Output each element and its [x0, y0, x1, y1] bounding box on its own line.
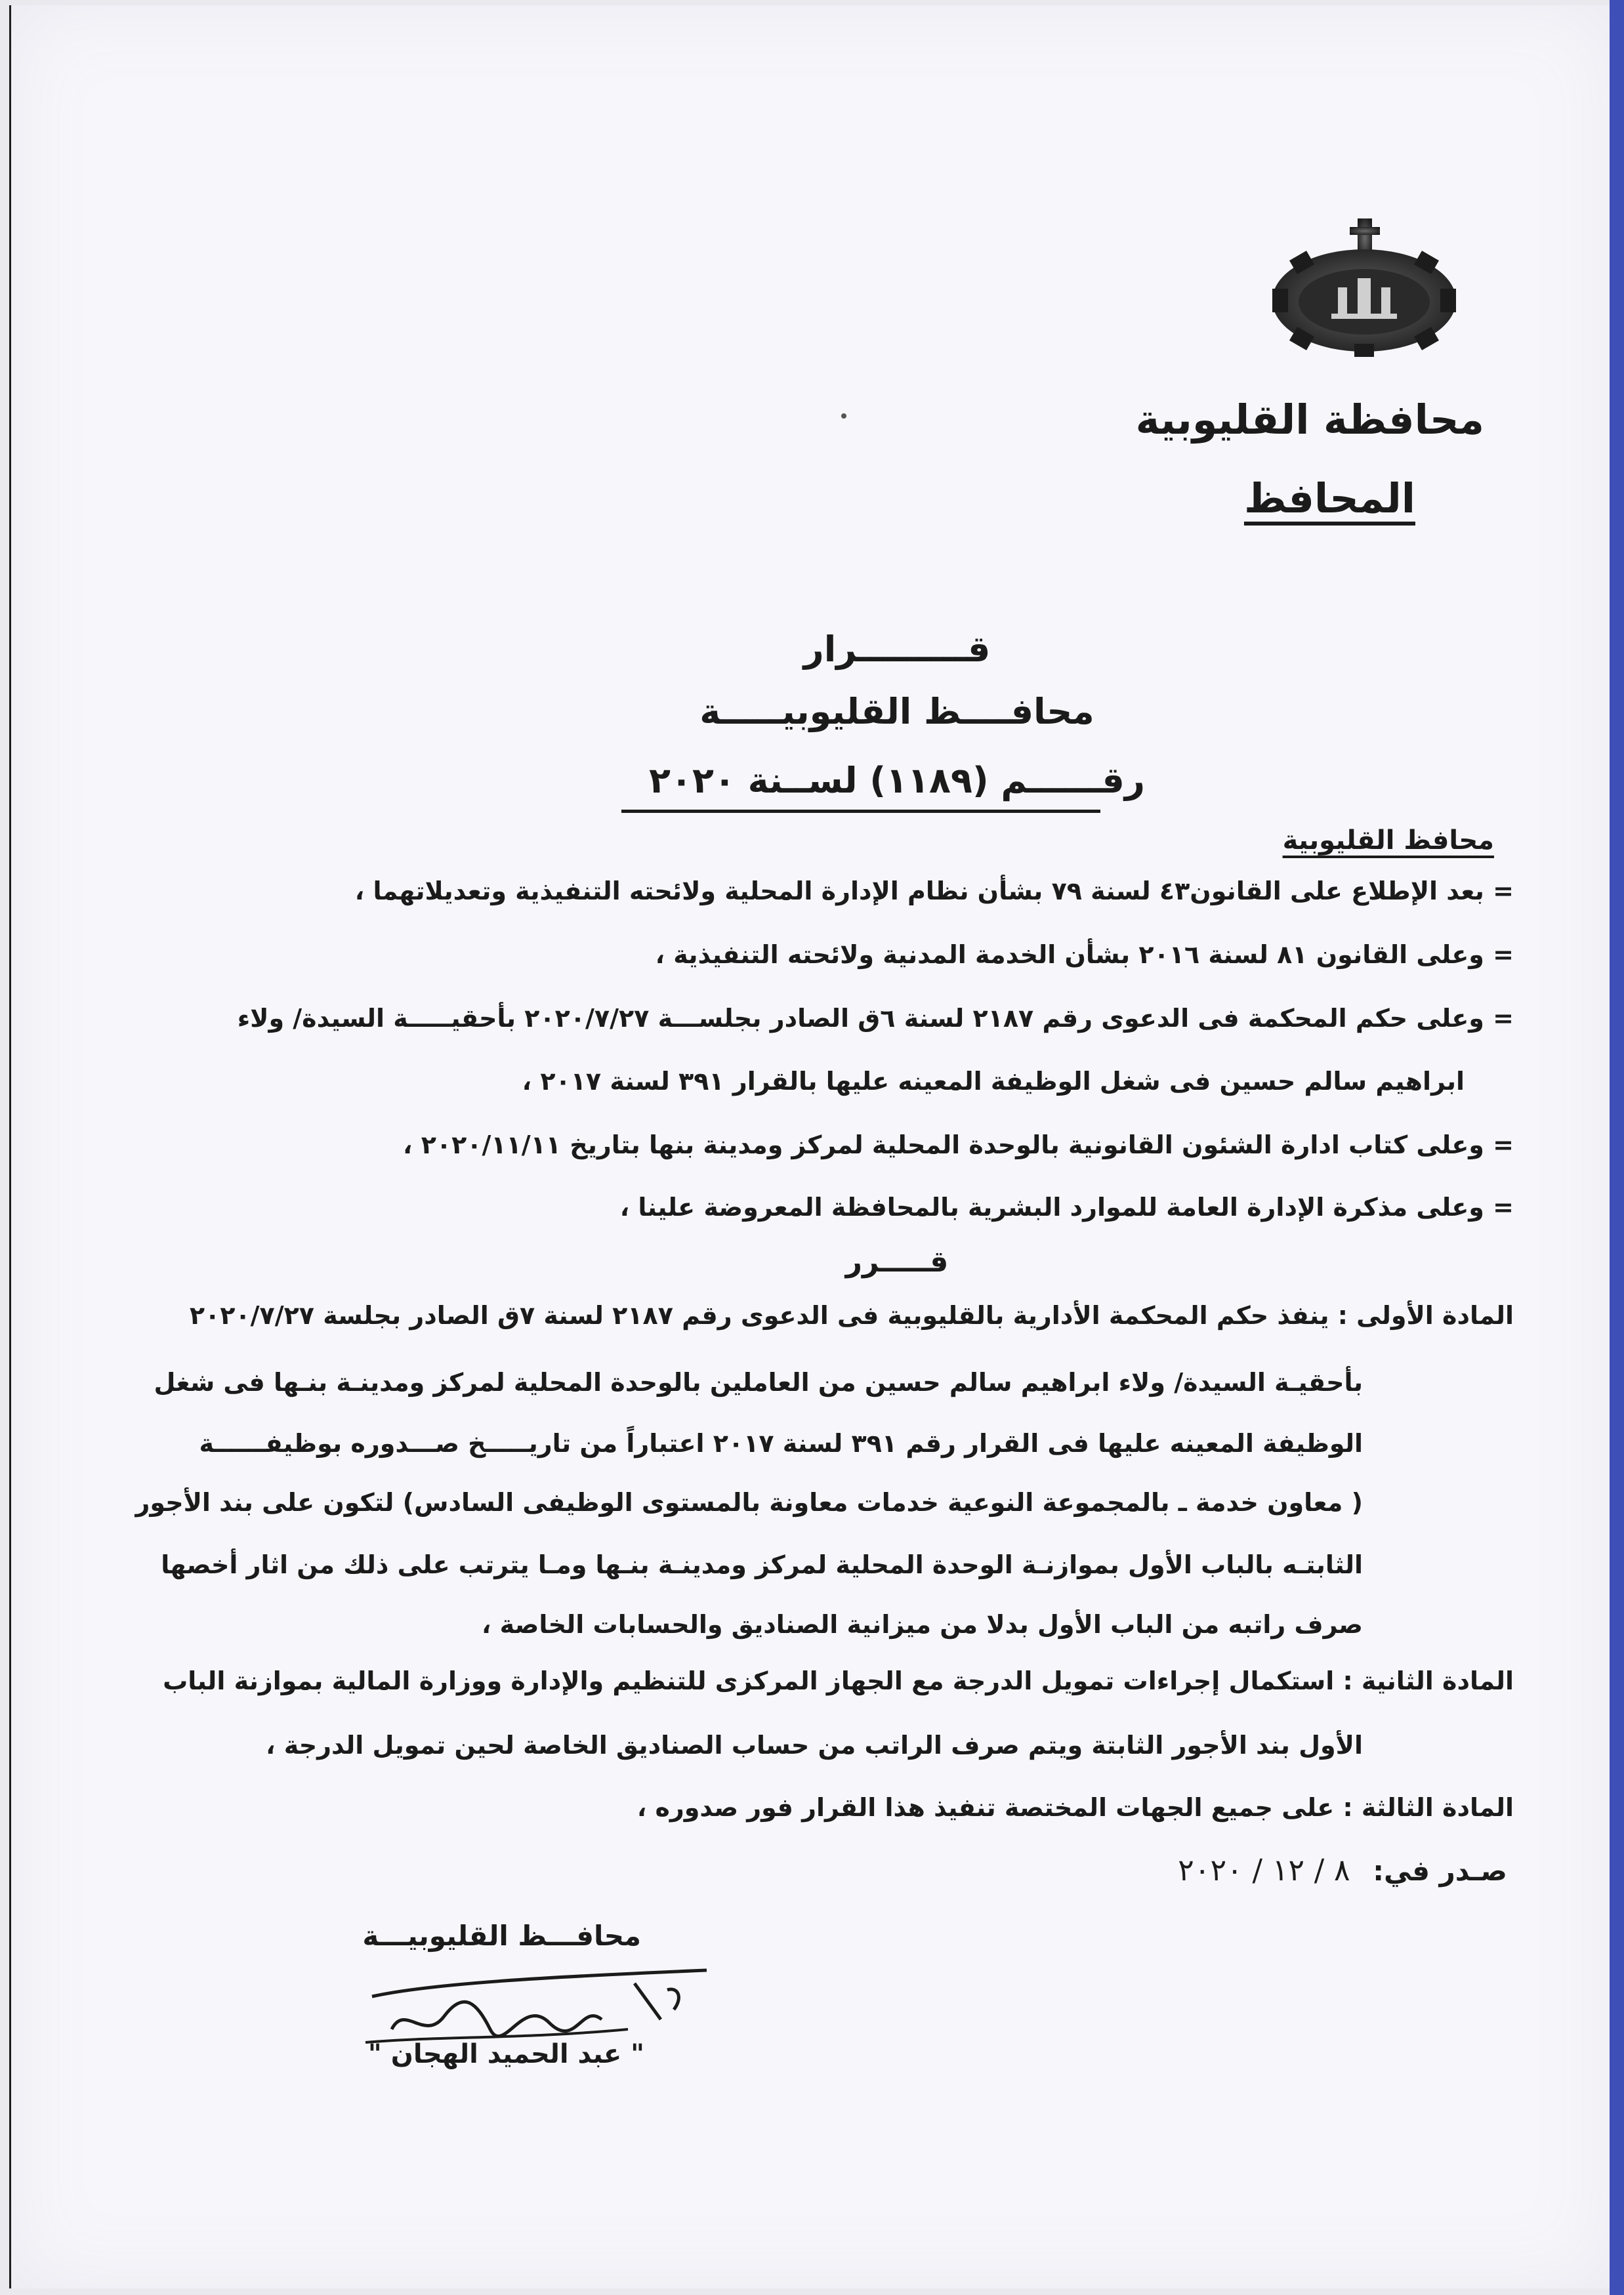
preamble-item: = وعلى مذكرة الإدارة العامة للموارد البشرية بالمحافظة المعروضة علينا ،	[619, 1193, 1514, 1222]
signature-title: محافـــظ القليوبيـــة	[362, 1920, 641, 1952]
preamble-item: ابراهيم سالم حسين فى شغل الوظيفة المعينه عليها بالقرار ٣٩١ لسنة ٢٠١٧ ،	[522, 1067, 1465, 1096]
signatory-name: " عبد الحميد الهجان "	[367, 2039, 644, 2069]
decree-issuer: محافــــظ القليوبيـــــة	[699, 691, 1094, 732]
governorate-logo-icon	[1266, 215, 1463, 360]
preamble-heading: محافظ القليوبية	[1282, 825, 1494, 856]
article-text: : ينفذ حكم المحكمة الأدارية بالقليوبية فى الدعوى رقم ٢١٨٧ لسنة ٧ق الصادر بجلسة ٢٠٢٠/٧/٢٧	[189, 1301, 1348, 1330]
decree-number: رقــــــم (١١٨٩) لســنة ٢٠٢٠	[649, 760, 1145, 801]
preamble-item: = بعد الإطلاع على القانون٤٣ لسنة ٧٩ بشأن نظام الإدارة المحلية ولائحته التنفيذية وتعديلاتهما ،	[354, 877, 1514, 905]
office-name: المحافظ	[1243, 474, 1415, 522]
article-text: : استكمال إجراءات تمويل الدرجة مع الجهاز المركزى للتنظيم والإدارة ووزارة المالية بموازنة الباب	[163, 1666, 1353, 1695]
preamble-item: = وعلى كتاب ادارة الشئون القانونية بالوحدة المحلية لمركز ومدينة بنها بتاريخ ٢٠٢٠/١١/١١ ،	[403, 1130, 1514, 1159]
article-line	[637, 1793, 1514, 1822]
article-line	[163, 1666, 1514, 1695]
title-underline	[621, 810, 1100, 813]
article-label: المادة الثانية	[1361, 1666, 1514, 1695]
article-line: ( معاون خدمة ـ بالمجموعة النوعية خدمات معاونة بالمستوى الوظيفى السادس) لتكون على بند الأجور	[135, 1488, 1363, 1517]
document-page	[9, 5, 1612, 2288]
governorate-name: محافظة القليوبية	[1135, 396, 1484, 444]
decision-heading: قـــــرر	[845, 1245, 949, 1279]
issued-line	[1178, 1852, 1507, 1888]
article-text: : على جميع الجهات المختصة تنفيذ هذا القرار فور صدوره ،	[636, 1793, 1353, 1822]
article-line	[190, 1301, 1514, 1330]
scan-edge	[1610, 0, 1624, 2295]
article-line: الأول بند الأجور الثابتة ويتم صرف الراتب من حساب الصناديق الخاصة لحين تمويل الدرجة ،	[266, 1731, 1363, 1760]
issued-date: ٨ / ١٢ / ٢٠٢٠	[1178, 1852, 1350, 1888]
article-label: المادة الثالثة	[1361, 1793, 1514, 1822]
preamble-item: = وعلى القانون ٨١ لسنة ٢٠١٦ بشأن الخدمة المدنية ولائحته التنفيذية ،	[655, 940, 1514, 969]
article-line: صرف راتبه من الباب الأول بدلا من ميزانية الصناديق والحسابات الخاصة ،	[481, 1610, 1363, 1639]
issued-label: صـدر في:	[1373, 1855, 1507, 1887]
preamble-item: = وعلى حكم المحكمة فى الدعوى رقم ٢١٨٧ لسنة ٦ق الصادر بجلســـة ٢٠٢٠/٧/٢٧ بأحقيـــــة السيدة/ ولاء	[237, 1004, 1514, 1033]
article-label: المادة الأولى	[1356, 1301, 1514, 1330]
article-line: الوظيفة المعينه عليها فى القرار رقم ٣٩١ لسنة ٢٠١٧ اعتباراً من تاريـــــخ صـــدوره بوظيفــــــة	[199, 1429, 1363, 1458]
article-line: بأحقيـة السيدة/ ولاء ابراهيم سالم حسين من العاملين بالوحدة المحلية لمركز ومدينـة بنـها فى شغل	[154, 1368, 1363, 1397]
decree-title: قـــــــــرار	[803, 629, 991, 670]
scan-speck	[841, 413, 846, 419]
article-line: الثابتـه بالباب الأول بموازنـة الوحدة المحلية لمركز ومدينـة بنـها ومـا يترتب على ذلك من اثار أخصها	[161, 1550, 1363, 1579]
